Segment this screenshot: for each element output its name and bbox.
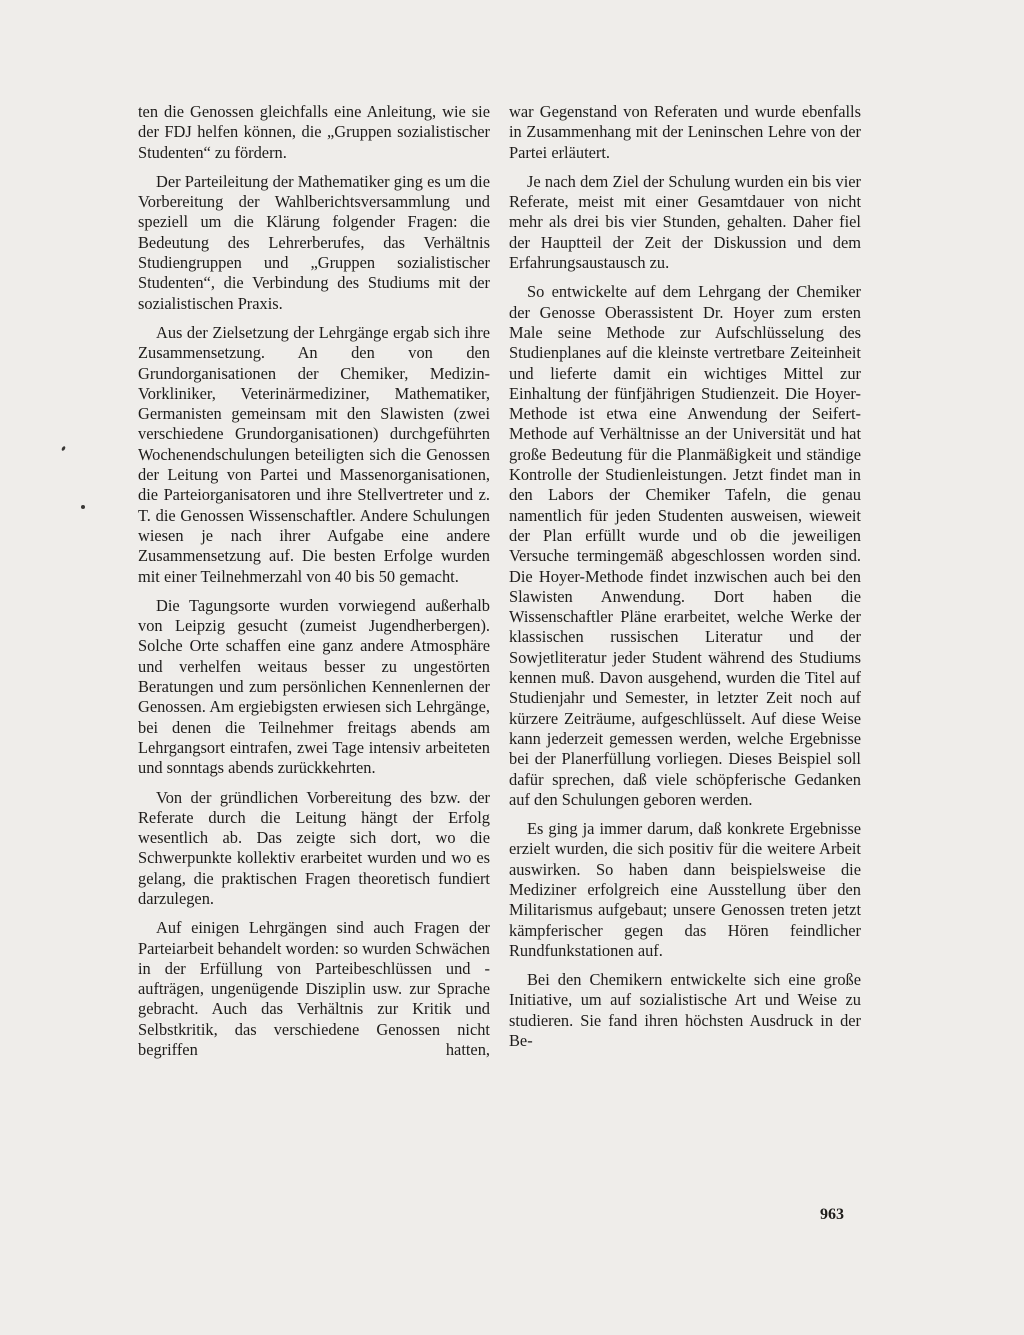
- scan-speck: [81, 505, 85, 509]
- paragraph: Von der gründlichen Vorbereitung des bzw. der Referate durch die Leitung hängt der Erfolg wesentlich ab. Das zeigte sich dort, wo die Schwerpunkte kollektiv erarbeitet wurden und wo es gelang, die praktischen Fragen theoretisch fundiert darzulegen.: [138, 787, 490, 908]
- paragraph: Je nach dem Ziel der Schulung wurden ein bis vier Referate, meist mit einer Gesamtdauer von nicht mehr als drei bis vier Stunden, gehalten. Daher fiel der Hauptteil der Zeit der Diskussion und dem Erfahrungsaustausch zu.: [509, 171, 861, 273]
- scan-speck: [61, 446, 66, 452]
- left-text-column: [138, 102, 490, 1069]
- paragraph: ten die Genossen gleichfalls eine Anleitung, wie sie der FDJ helfen können, die „Gruppen sozialistischer Studenten“ zu fördern.: [138, 102, 490, 162]
- paragraph: Aus der Zielsetzung der Lehrgänge ergab sich ihre Zusammensetzung. An den von den Grundorganisationen der Chemiker, Medizin-Vorkliniker, Veterinärmediziner, Mathematiker, Germanisten gemeinsam mit den Slawisten (zwei verschiedene Grundorganisationen) durchgeführten Wochenendschulungen beteiligten sich die Genossen der Leitung von Partei und Massenorganisationen, die Parteiorganisatoren und ihre Stellvertreter und z. T. die Genossen Wissenschaftler. Andere Schulungen wiesen je nach ihrer Aufgabe eine andere Zusammensetzung auf. Die besten Erfolge wurden mit einer Teilnehmerzahl von 40 bis 50 gemacht.: [138, 322, 490, 586]
- paragraph: Bei den Chemikern entwickelte sich eine große Initiative, um auf sozialistische Art und Weise zu studieren. Sie fand ihren höchsten Ausdruck in der Be-: [509, 970, 861, 1051]
- paragraph: Es ging ja immer darum, daß konkrete Ergebnisse erzielt wurden, die sich positiv für die weitere Arbeit auswirken. So haben dann beispielsweise die Mediziner erfolgreich eine Ausstellung über den Militarismus aufgebaut; unsere Genossen treten jetzt kämpferischer gegen das Hören feindlicher Rundfunkstationen auf.: [509, 819, 861, 960]
- paragraph: So entwickelte auf dem Lehrgang der Chemiker der Genosse Oberassistent Dr. Hoyer zum ersten Male seine Methode zur Aufschlüsselung des Studienplanes auf die kleinste vertretbare Zeiteinheit und lieferte damit ein wichtiges Mittel zur Einhaltung der fünfjährigen Studienzeit. Die Hoyer-Methode ist etwa eine Anwendung der Seifert-Methode auf Verhältnisse an der Universität und hat große Bedeutung für die Planmäßigkeit und ständige Kontrolle der Studienleistungen. Jetzt findet man in den Labors der Chemiker Tafeln, die genau namentlich für jeden Studenten ausweisen, wieweit der Plan erfüllt wurde und ob die jeweiligen Versuche termingemäß abgeschlossen worden sind. Die Hoyer-Methode findet inzwischen auch bei den Slawisten Anwendung. Dort haben die Wissenschaftler Pläne erarbeitet, welche Werke der klassischen russischen Literatur und der Sowjetliteratur jeder Student während des Studiums kennen muß. Davon ausgehend, wurden die Titel auf Studienjahr und Semester, in letzter Zeit noch auf kürzere Zeiträume, aufgeschlüsselt. Auf diese Weise kann jederzeit gemessen werden, welche Ergebnisse bei der Planerfüllung vorliegen. Dieses Beispiel soll dafür sprechen, daß viele schöpferische Gedanken auf den Schulungen geboren werden.: [509, 282, 861, 809]
- paragraph: Der Parteileitung der Mathematiker ging es um die Vorbereitung der Wahlberichtsversammlung und speziell um die Klärung folgender Fragen: die Bedeutung des Lehrerberufes, das Verhältnis Studiengruppen und „Gruppen sozialistischer Studenten“, die Verbindung des Studiums mit der sozialistischen Praxis.: [138, 171, 490, 313]
- right-text-column: [509, 102, 861, 1060]
- paragraph: Die Tagungsorte wurden vorwiegend außerhalb von Leipzig gesucht (zumeist Jugendherbergen). Solche Orte schaffen eine ganz andere Atmosphäre und verhelfen weitaus besser zu ungestörten Beratungen und zum persönlichen Kennenlernen der Genossen. Am ergiebigsten erwiesen sich Lehrgänge, bei denen die Teilnehmer freitags abends am Lehrgangsort eintrafen, zwei Tage intensiv arbeiteten und sonntags abends zurückkehrten.: [138, 595, 490, 778]
- page-number: 963: [820, 1206, 844, 1223]
- paragraph: war Gegenstand von Referaten und wurde ebenfalls in Zusammenhang mit der Leninschen Lehre von der Partei erläutert.: [509, 102, 861, 162]
- paragraph: Auf einigen Lehrgängen sind auch Fragen der Parteiarbeit behandelt worden: so wurden Schwächen in der Erfüllung von Parteibeschlüssen und -aufträgen, ungenügende Disziplin usw. zur Sprache gebracht. Auch das Verhältnis zur Kritik und Selbstkritik, das verschiedene Genossen nicht begriffen hatten,: [138, 918, 490, 1060]
